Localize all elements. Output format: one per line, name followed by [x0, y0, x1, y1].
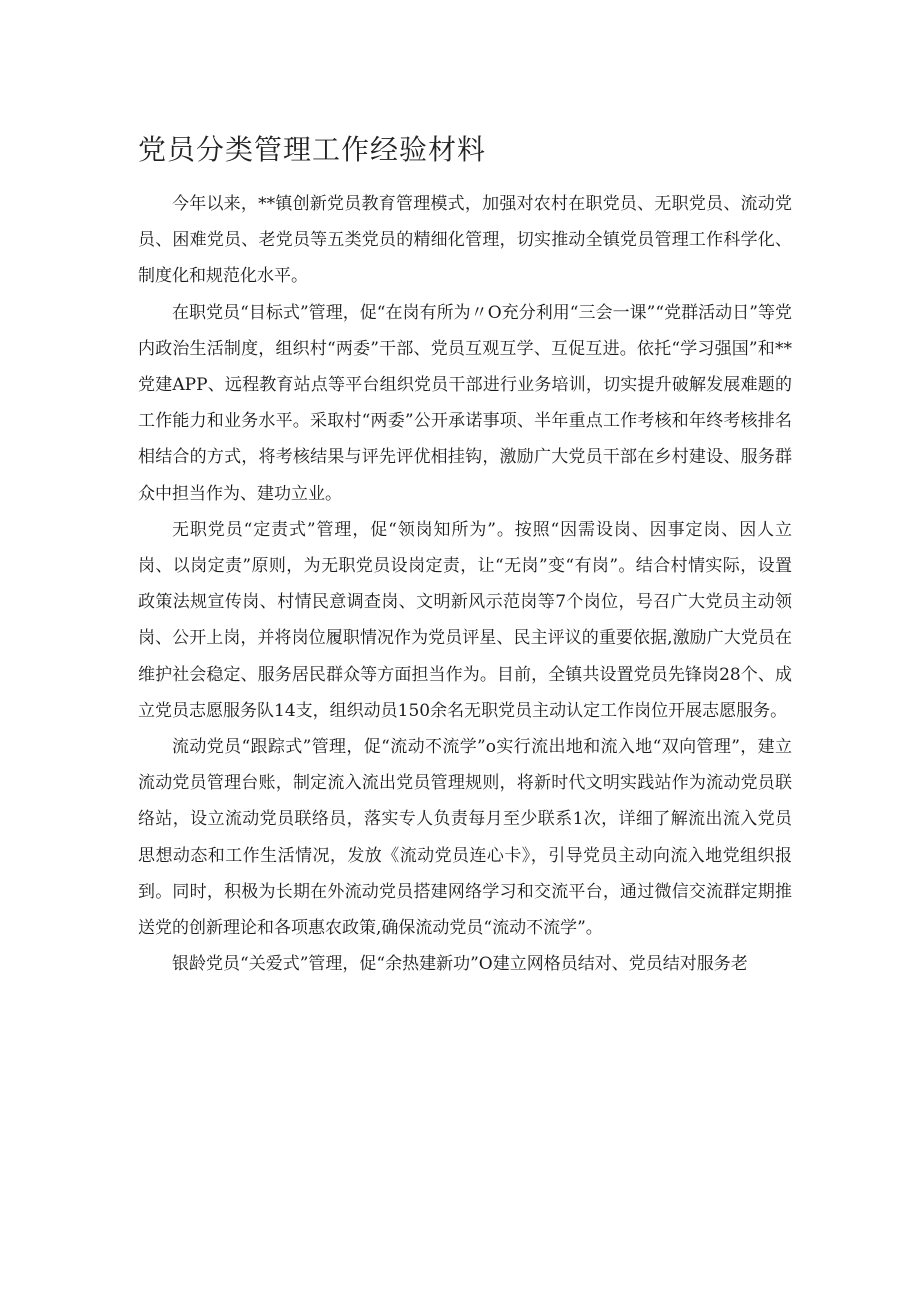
document-title: 党员分类管理工作经验材料 [138, 133, 487, 166]
paragraph-active-members: 在职党员“目标式”管理，促“在岗有所为〃O充分利用“三会一课”“党群活动日”等党内政治生活制度，组织村“两委”干部、党员互观互学、互促互进。依托“学习强国”和**党建APP、远程教育站点等平台组织党员干部进行业务培训，切实提升破解发展难题的工作能力和业务水平。采取村“两委”公开承诺事项、半年重点工作考核和年终考核排名相结合的方式，将考核结果与评先评优相挂钩，激励广大党员干部在乡村建设、服务群众中担当作为、建功立业。 [138, 302, 792, 504]
document-body [138, 186, 792, 982]
paragraph-unassigned-members: 无职党员“定责式”管理，促“领岗知所为”。按照“因需设岗、因事定岗、因人立岗、以岗定责”原则，为无职党员设岗定责，让“无岗”变“有岗”。结合村情实际，设置政策法规宣传岗、村情民意调查岗、文明新风示范岗等7个岗位，号召广大党员主动领岗、公开上岗，并将岗位履职情况作为党员评星、民主评议的重要依据,激励广大党员在维护社会稳定、服务居民群众等方面担当作为。目前，全镇共设置党员先锋岗28个、成立党员志愿服务队14支，组织动员150余名无职党员主动认定工作岗位开展志愿服务。 [138, 519, 792, 721]
paragraph-senior-members: 银龄党员“关爱式”管理，促“余热建新功”O建立网格员结对、党员结对服务老 [172, 954, 748, 975]
paragraph-intro: 今年以来，**镇创新党员教育管理模式，加强对农村在职党员、无职党员、流动党员、困难党员、老党员等五类党员的精细化管理，切实推动全镇党员管理工作科学化、制度化和规范化水平。 [138, 194, 792, 287]
paragraph-mobile-members: 流动党员“跟踪式”管理，促“流动不流学”o实行流出地和流入地“双向管理”，建立流动党员管理台账，制定流入流出党员管理规则，将新时代文明实践站作为流动党员联络站，设立流动党员联络员，落实专人负责每月至少联系1次，详细了解流出流入党员思想动态和工作生活情况，发放《流动党员连心卡》，引导党员主动向流入地党组织报到。同时，积极为长期在外流动党员搭建网络学习和交流平台，通过微信交流群定期推送党的创新理论和各项惠农政策,确保流动党员“流动不流学”。 [138, 737, 792, 939]
